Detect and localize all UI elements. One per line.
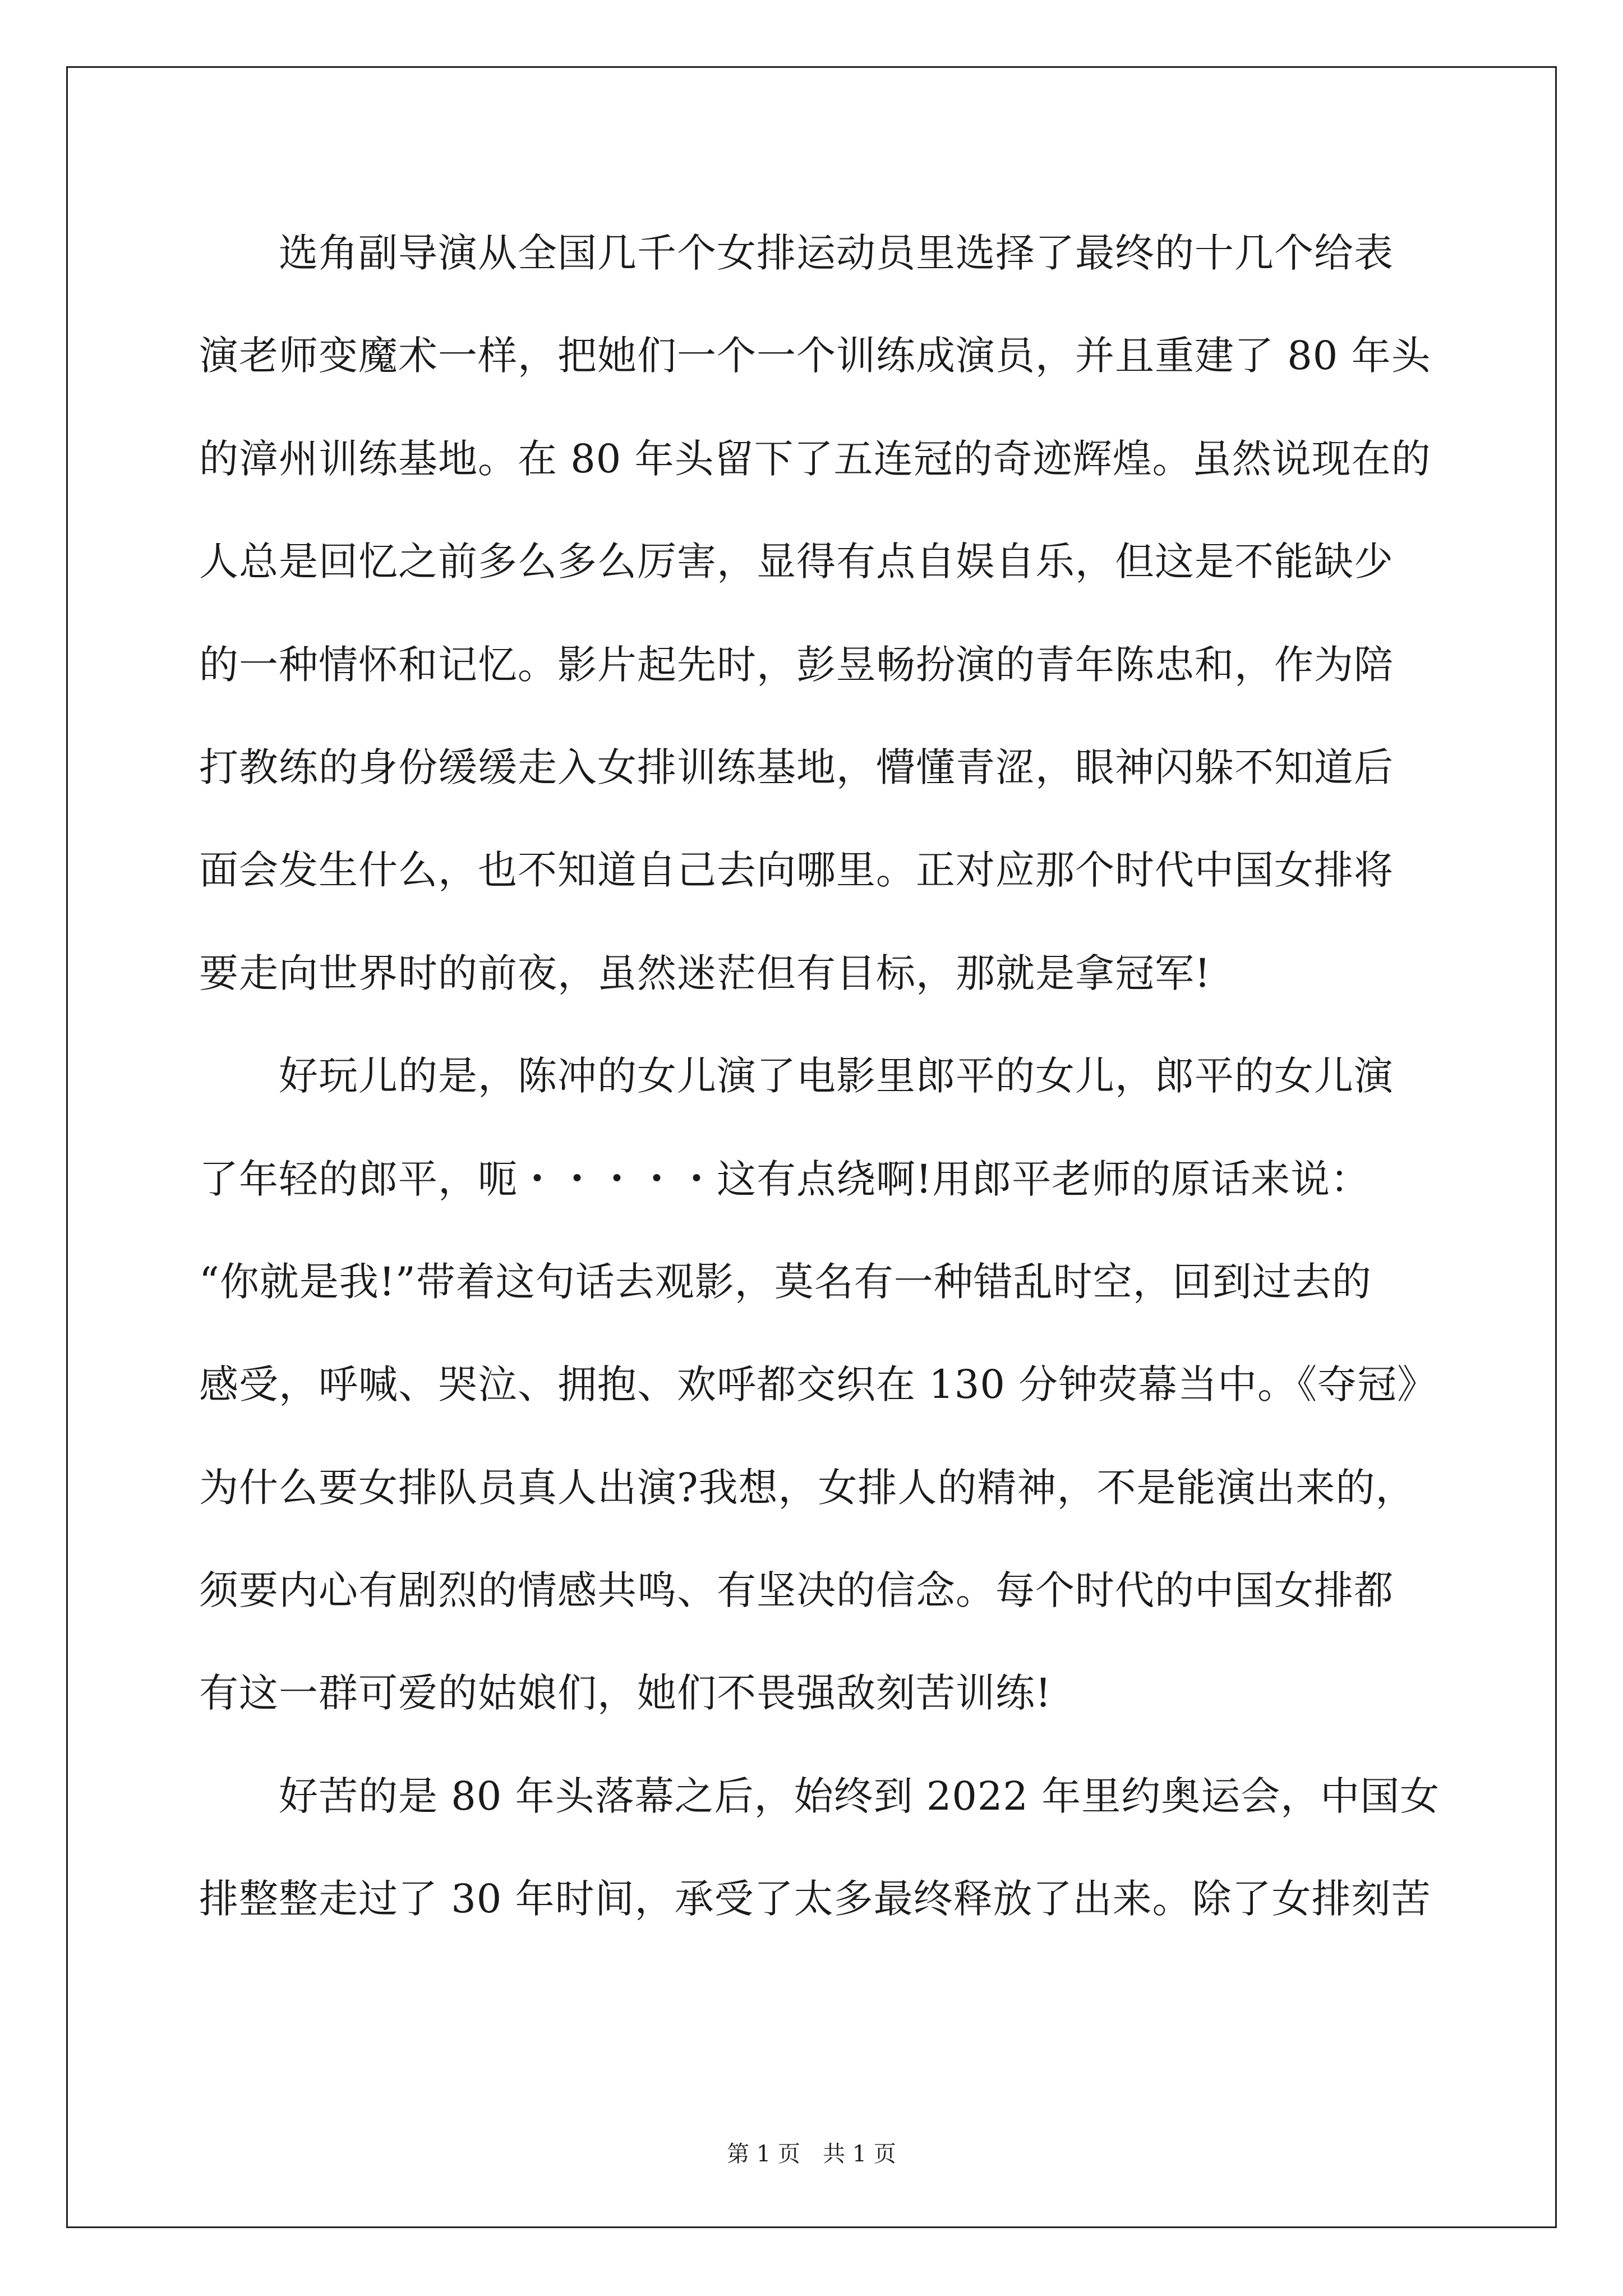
text-line: 须要内心有剧烈的情感共鸣、有坚决的信念。每个时代的中国女排都: [199, 1567, 1394, 1614]
document-body: [199, 202, 1440, 1951]
text-line: 好苦的是 80 年头落幕之后，始终到 2022 年里约奥运会，中国女: [199, 1773, 1440, 1819]
text-line: “你就是我!”带着这句话去观影，莫名有一种错乱时空，回到过去的: [199, 1258, 1372, 1305]
text-line: 人总是回忆之前多么多么厉害，显得有点自娱自乐，但这是不能缺少: [199, 539, 1394, 585]
text-line: 面会发生什么，也不知道自己去向哪里。正对应那个时代中国女排将: [199, 847, 1394, 894]
text-line: 好玩儿的是，陈冲的女儿演了电影里郎平的女儿，郎平的女儿演: [199, 1053, 1394, 1099]
text-line: 感受，呼喊、哭泣、拥抱、欢呼都交织在 130 分钟荧幕当中。《夺冠》: [199, 1361, 1437, 1408]
text-line: 了年轻的郎平，呃・・・・・这有点绕啊!用郎平老师的原话来说：: [199, 1156, 1371, 1202]
page-footer: 第 1 页 共 1 页: [727, 2141, 896, 2167]
text-line: 的一种情怀和记忆。影片起先时，彭昱畅扮演的青年陈忠和，作为陪: [199, 641, 1394, 688]
text-line: 有这一群可爱的姑娘们，她们不畏强敌刻苦训练!: [199, 1670, 1052, 1717]
text-line: 排整整走过了 30 年时间，承受了太多最终释放了出来。除了女排刻苦: [199, 1876, 1431, 1922]
text-line: 演老师变魔术一样，把她们一个一个训练成演员，并且重建了 80 年头: [199, 333, 1431, 379]
text-line: 为什么要女排队员真人出演?我想，女排人的精神，不是能演出来的，: [199, 1464, 1415, 1511]
text-line: 的漳州训练基地。在 80 年头留下了五连冠的奇迹辉煌。虽然说现在的: [199, 435, 1431, 482]
text-line: 要走向世界时的前夜，虽然迷茫但有目标，那就是拿冠军!: [199, 950, 1211, 996]
text-line: 打教练的身份缓缓走入女排训练基地，懵懂青涩，眼神闪躲不知道后: [199, 744, 1394, 790]
text-line: 选角副导演从全国几千个女排运动员里选择了最终的十几个给表: [199, 230, 1394, 276]
